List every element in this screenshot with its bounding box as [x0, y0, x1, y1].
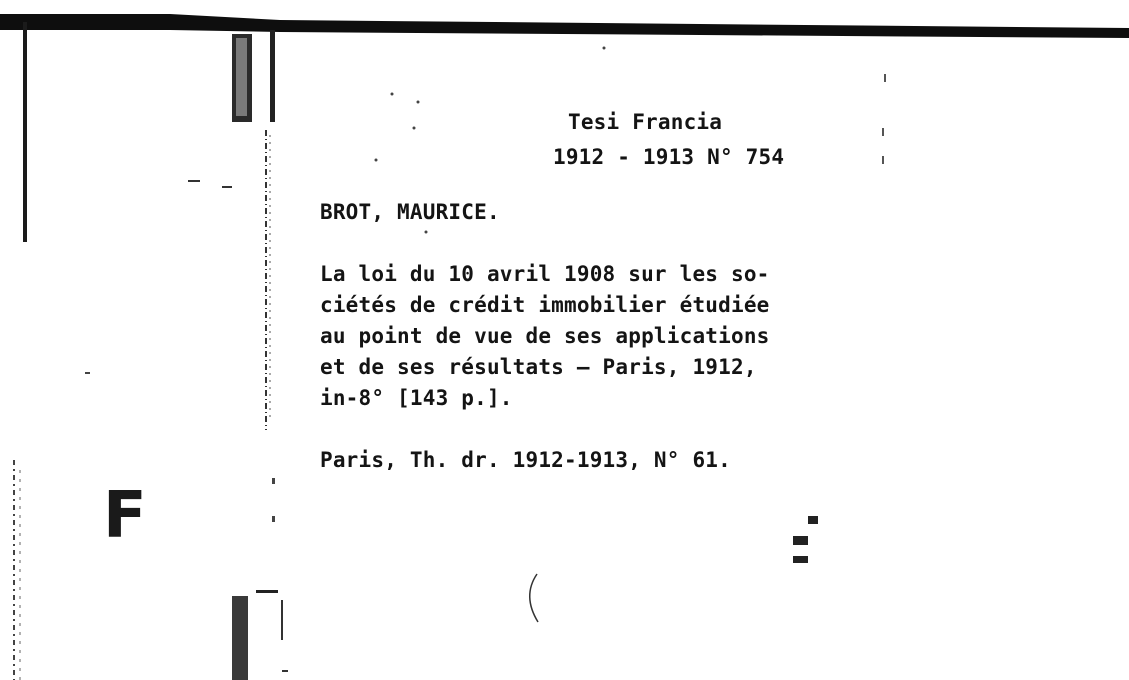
left-edge: [23, 22, 27, 242]
card-header-line1: Tesi Francia: [568, 110, 723, 134]
card-header-line2: 1912 - 1913 N° 754: [553, 145, 785, 169]
card-body-line: in-8° [143 p.].: [320, 386, 513, 410]
spine-fragment-lower: [232, 596, 248, 680]
card-body-line: et de ses résultats — Paris, 1912,: [320, 355, 757, 379]
card-body-line: La loi du 10 avril 1908 sur les so-: [320, 262, 770, 286]
margin-letter: F: [103, 479, 147, 553]
card-footer: Paris, Th. dr. 1912-1913, N° 61.: [320, 448, 731, 472]
card-body-line: ciétés de crédit immobilier étudiée: [320, 293, 770, 317]
card-left-border: [270, 30, 275, 122]
card-author: BROT, MAURICE.: [320, 200, 500, 224]
card-body-line: au point de vue de ses applications: [320, 324, 770, 348]
top-border: [0, 14, 1129, 38]
